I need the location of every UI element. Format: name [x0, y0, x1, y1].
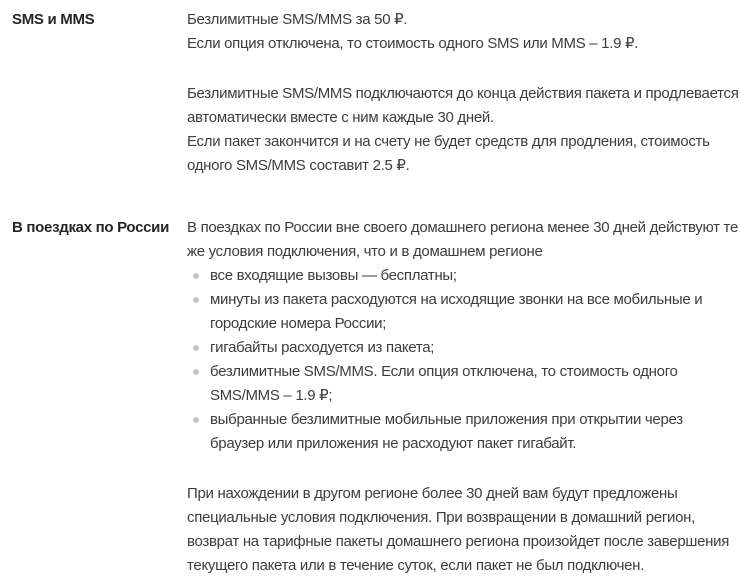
paragraph-line: Безлимитные SMS/MMS подключаются до конца действия пакета и продлевается автоматически вместе с ним каждые 30 дней.	[187, 85, 739, 126]
bullet-item	[187, 336, 739, 360]
section-label: В поездках по России	[12, 219, 170, 236]
bullet-text: гигабайты расходуется из пакета;	[210, 339, 435, 356]
bullet-text: безлимитные SMS/MMS. Если опция отключена, то стоимость одного SMS/MMS – 1.9 ₽;	[210, 363, 678, 404]
paragraph-line: При нахождении в другом регионе более 30 дней вам будут предложены специальные условия подключения. При возвращении в домашний регион, возврат на тарифные пакеты домашнего региона произойдет после завершения текущего пакета или в течение суток, если пакет не был подключен.	[187, 485, 730, 574]
bullet-dot-icon	[193, 417, 199, 423]
paragraph-line: Безлимитные SMS/MMS за 50 ₽.	[187, 11, 408, 28]
section-label: SMS и MMS	[12, 11, 95, 28]
section-row-travel-russia	[12, 216, 739, 578]
bullet-text: все входящие вызовы — бесплатны;	[210, 267, 457, 284]
bullet-list	[187, 264, 739, 456]
paragraph	[187, 482, 739, 578]
bullet-dot-icon	[193, 369, 199, 375]
bullet-dot-icon	[193, 345, 199, 351]
bullet-item	[187, 360, 739, 408]
bullet-item	[187, 408, 739, 456]
paragraph-line: Если опция отключена, то стоимость одного SMS или MMS – 1.9 ₽.	[187, 35, 639, 52]
paragraph	[187, 82, 739, 178]
bullet-text: минуты из пакета расходуются на исходящие звонки на все мобильные и городские номера России;	[210, 291, 703, 332]
section-content	[187, 8, 739, 178]
bullet-text: выбранные безлимитные мобильные приложения при открытии через браузер или приложения не расходуют пакет гигабайт.	[210, 411, 683, 452]
section-content	[187, 216, 739, 578]
section-row-sms-mms	[12, 8, 739, 178]
paragraph-line: Если пакет закончится и на счету не будет средств для продления, стоимость одного SMS/MMS составит 2.5 ₽.	[187, 133, 710, 174]
paragraph-line: В поездках по России вне своего домашнего региона менее 30 дней действуют те же условия подключения, что и в домашнем регионе	[187, 219, 738, 260]
bullet-item	[187, 264, 739, 288]
bullet-item	[187, 288, 739, 336]
bullet-dot-icon	[193, 273, 199, 279]
bullet-dot-icon	[193, 297, 199, 303]
paragraph	[187, 216, 739, 264]
paragraph	[187, 8, 739, 56]
